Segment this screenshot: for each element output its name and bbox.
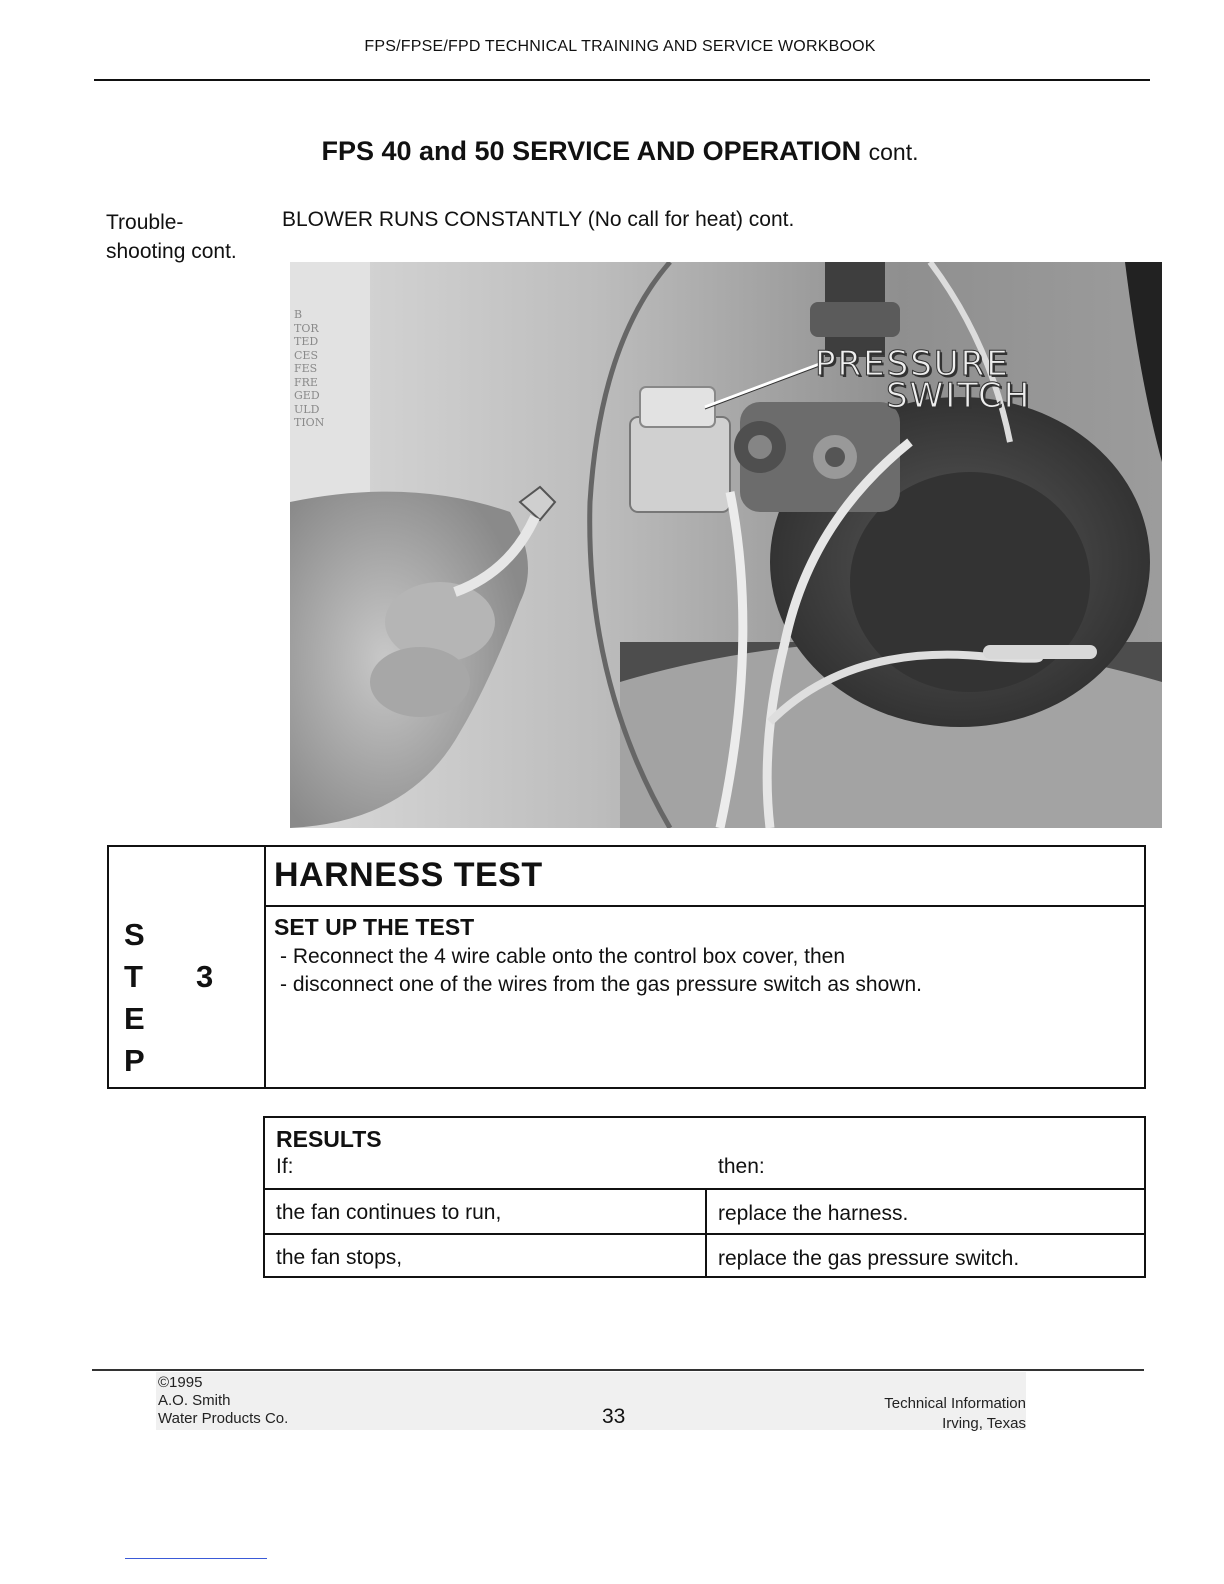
section-heading: BLOWER RUNS CONSTANTLY (No call for heat) cont. (282, 208, 795, 231)
header-title: FPS/FPSE/FPD TECHNICAL TRAINING AND SERVICE WORKBOOK (364, 38, 876, 55)
setup-line: - disconnect one of the wires from the gas pressure switch as shown. (280, 973, 922, 996)
setup-line: - Reconnect the 4 wire cable onto the control box cover, then (280, 945, 846, 968)
margin-word: TION (294, 416, 325, 429)
results-then-label: then: (718, 1155, 765, 1178)
bottom-blue-line (125, 1558, 267, 1559)
results-row-then: replace the gas pressure switch. (718, 1247, 1020, 1270)
results-if-label: If: (276, 1155, 294, 1178)
margin-word: FES (294, 362, 318, 375)
footer-copyright: ©1995 (158, 1374, 203, 1391)
step-letter: E (124, 1001, 145, 1036)
margin-word: TED (294, 335, 319, 348)
photo-illustration (290, 262, 1162, 828)
footer-right (800, 1394, 1026, 1434)
photo-margin-text (294, 308, 324, 430)
step-divider (264, 845, 266, 1089)
page-number: 33 (602, 1405, 626, 1428)
pressure-switch-photo (290, 262, 1162, 828)
results-title: RESULTS (276, 1126, 382, 1152)
photo-label-line2: SWITCH (886, 376, 1032, 416)
side-label-line1: Trouble- (106, 211, 184, 234)
step-letter: P (124, 1043, 145, 1078)
margin-word: CES (294, 348, 318, 362)
step-number: 3 (196, 959, 214, 994)
step-letter: S (124, 917, 145, 952)
setup-title: SET UP THE TEST (274, 914, 475, 940)
results-column-divider (705, 1188, 707, 1278)
page-title-suffix: cont. (868, 139, 919, 165)
step-letter: T (124, 959, 143, 994)
footer-company-line2: Water Products Co. (158, 1410, 289, 1427)
margin-word: GED (294, 389, 320, 402)
footer-right-line2: Irving, Texas (942, 1415, 1026, 1432)
results-row-then: replace the harness. (718, 1202, 909, 1225)
side-label (106, 208, 237, 266)
side-label-line2: shooting cont. (106, 240, 237, 263)
page-title (0, 136, 1224, 167)
page-title-main: FPS 40 and 50 SERVICE AND OPERATION (321, 136, 862, 166)
margin-word: FRE (294, 375, 318, 389)
test-title: HARNESS TEST (274, 856, 543, 894)
photo-label-line1: PRESSURE (815, 344, 1010, 384)
footer-company-line1: A.O. Smith (158, 1392, 231, 1409)
header-rule (94, 79, 1150, 81)
footer-right-line1: Technical Information (884, 1395, 1026, 1412)
results-row-if: the fan continues to run, (276, 1201, 502, 1224)
footer-rule (92, 1369, 1144, 1371)
footer-left (158, 1374, 288, 1428)
margin-word: B (294, 308, 303, 321)
step-title-rule (266, 905, 1146, 907)
margin-word: TOR (294, 321, 319, 335)
margin-word: ULD (294, 402, 320, 416)
results-row-if: the fan stops, (276, 1246, 403, 1269)
